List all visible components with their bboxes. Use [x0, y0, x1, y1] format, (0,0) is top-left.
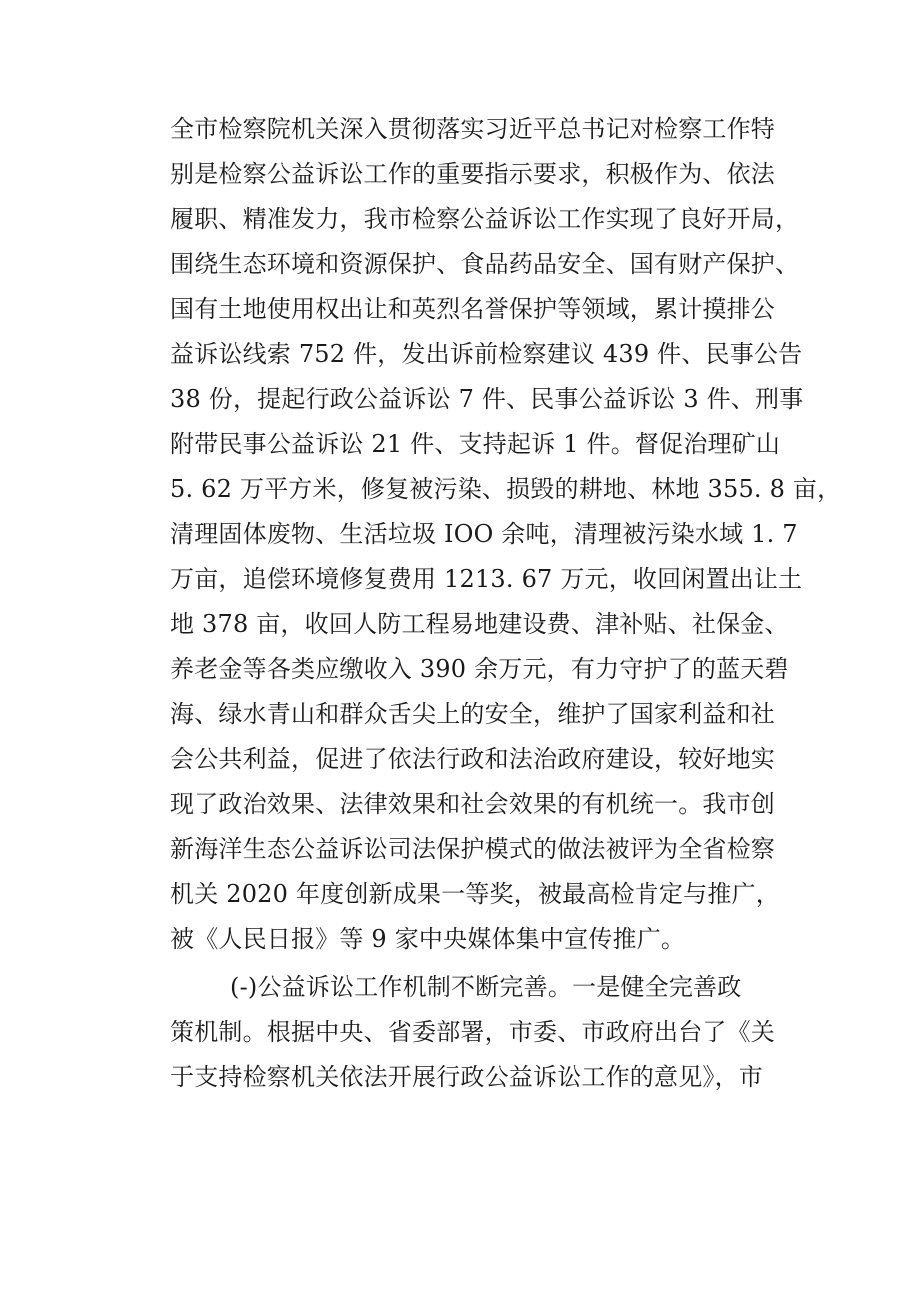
paragraph-2-line-2: 策机制。根据中央、省委部署，市委、市政府出台了《关: [170, 1018, 775, 1046]
paragraph-1-line-16: 现了政治效果、法律效果和社会效果的有机统一。我市创: [170, 790, 775, 818]
paragraph-1-line-2: 别是检察公益诉讼工作的重要指示要求，积极作为、依法: [170, 160, 775, 188]
paragraph-1-line-4: 围绕生态环境和资源保护、食品药品安全、国有财产保护、: [170, 250, 800, 278]
paragraph-1-line-3: 履职、精准发力，我市检察公益诉讼工作实现了良好开局，: [170, 205, 800, 233]
paragraph-1-line-17: 新海洋生态公益诉讼司法保护模式的做法被评为全省检察: [170, 835, 775, 863]
paragraph-1-line-5: 国有土地使用权出让和英烈名誉保护等领域，累计摸排公: [170, 295, 775, 323]
paragraph-2-line-1: (-)公益诉讼工作机制不断完善。一是健全完善政: [230, 973, 742, 1001]
paragraph-1-line-18: 机关 2020 年度创新成果一等奖，被最高检肯定与推广，: [170, 880, 780, 908]
paragraph-1-line-12: 地 378 亩，收回人防工程易地建设费、津补贴、社保金、: [170, 610, 789, 638]
paragraph-1-line-15: 会公共利益，促进了依法行政和法治政府建设，较好地实: [170, 745, 775, 773]
paragraph-1-line-13: 养老金等各类应缴收入 390 余万元，有力守护了的蓝天碧: [170, 655, 789, 683]
paragraph-1-line-10: 清理固体废物、生活垃圾 IOO 余吨，清理被污染水域 1. 7: [170, 520, 798, 548]
paragraph-1-line-7: 38 份，提起行政公益诉讼 7 件、民事公益诉讼 3 件、刑事: [170, 385, 804, 413]
paragraph-1-line-14: 海、绿水青山和群众舌尖上的安全，维护了国家利益和社: [170, 700, 775, 728]
paragraph-1-line-19: 被《人民日报》等 9 家中央媒体集中宣传推广。: [170, 925, 686, 953]
paragraph-2-line-3: 于支持检察机关依法开展行政公益诉讼工作的意见》，市: [170, 1063, 763, 1091]
paragraph-1-line-6: 益诉讼线索 752 件，发出诉前检察建议 439 件、民事公告: [170, 340, 803, 368]
paragraph-1-line-1: 全市检察院机关深入贯彻落实习近平总书记对检察工作特: [170, 115, 775, 143]
paragraph-1-line-9: 5. 62 万平方米，修复被污染、损毁的耕地、林地 355. 8 亩，: [170, 475, 842, 503]
paragraph-1-line-8: 附带民事公益诉讼 21 件、支持起诉 1 件。督促治理矿山: [170, 430, 781, 458]
paragraph-1-line-11: 万亩，追偿环境修复费用 1213. 67 万元，收回闲置出让土: [170, 565, 803, 593]
